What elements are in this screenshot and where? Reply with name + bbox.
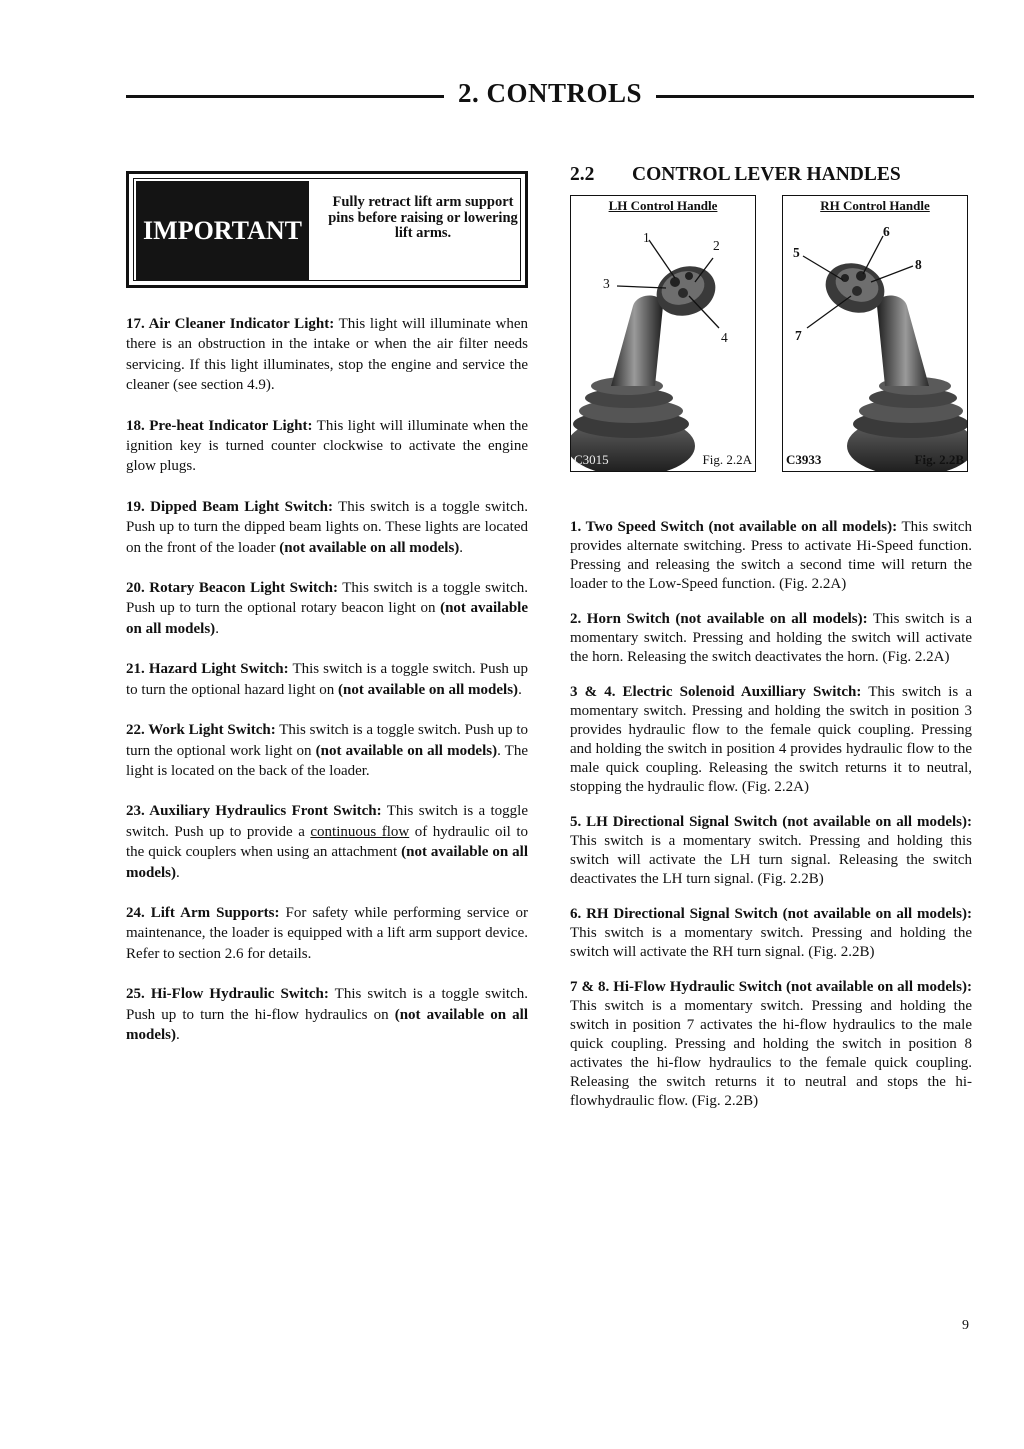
item-20-body: This switch is a toggle switch. Push up to turn the optional rotary beacon light on: [126, 580, 528, 617]
switch-item-5-body: This switch is a momentary switch. Pressing and holding this switch will activate the LH turn signal. Releasing the switch deactivates the LH turn signal. (Fig. 2.2B): [570, 833, 972, 887]
item-19-tail: .: [459, 539, 464, 556]
switch-item-1-body: This switch provides alternate switching. Press to activate Hi-Speed function. Pressing and releasing the switch a second time will return the loader to the Low-Speed function. (Fig. 2.2A): [570, 519, 972, 592]
item-23-body-pre: This switch is a toggle switch. Push up to provide a: [126, 803, 528, 840]
item-23: [126, 801, 528, 883]
item-22-tail: . The light is located on the back of the loader.: [126, 742, 529, 779]
page-number: 9: [962, 1318, 969, 1333]
item-25-note: (not available on all models): [126, 1006, 528, 1043]
lh-joystick-illustration: [571, 196, 756, 472]
switch-item-1: [570, 518, 972, 594]
header-rule-right: [656, 95, 974, 98]
switch-item-7-8: [570, 978, 972, 1111]
item-24: [126, 903, 528, 964]
item-22: [126, 720, 528, 781]
important-notice: [126, 171, 528, 288]
item-18-body: This light will illuminate when the ignition key is turned counter clockwise to activate the engine glow plugs.: [126, 417, 528, 475]
item-22-title: 22. Work Light Switch:: [126, 722, 276, 739]
item-23-note: (not available on all models): [126, 844, 529, 881]
item-25-title: 25. Hi-Flow Hydraulic Switch:: [126, 986, 329, 1003]
item-19-title: 19. Dipped Beam Light Switch:: [126, 498, 334, 515]
header-rule-left: [126, 95, 444, 98]
switch-item-1-title: 1. Two Speed Switch (not available on all models):: [570, 519, 898, 535]
switch-item-2-body: This switch is a momentary switch. Pressing and holding the switch will activate the horn. Releasing the switch deactivates the horn. (Fig. 2.2A): [570, 611, 972, 665]
item-22-note: (not available on all models): [315, 742, 498, 759]
item-21-body: This switch is a toggle switch. Push up to turn the optional hazard light on: [126, 661, 529, 698]
item-22-body: This switch is a toggle switch. Push up to turn the optional work light on: [126, 722, 528, 759]
item-25: [126, 984, 528, 1045]
switch-rocker: [852, 286, 862, 296]
important-label: IMPORTANT: [136, 181, 309, 281]
important-text: Fully retract lift arm support pins before raising or lowering lift arms.: [328, 194, 518, 241]
figure-rh-control-handle: [782, 195, 968, 472]
switch-item-6: [570, 905, 972, 962]
figure-a-title: LH Control Handle: [608, 198, 718, 213]
figure-b-title: RH Control Handle: [820, 198, 930, 213]
switch-item-6-body: This switch is a momentary switch. Pressing and holding the switch will activate the RH turn signal. (Fig. 2.2B): [570, 925, 972, 960]
item-21-note: (not available on all models): [338, 681, 519, 698]
left-column: [126, 314, 528, 1065]
callout-6: 6: [883, 224, 890, 239]
figure-b-caption: Fig. 2.2B: [914, 452, 964, 467]
figure-lh-control-handle: [570, 195, 756, 472]
switch-item-7-8-title: 7 & 8. Hi-Flow Hydraulic Switch (not available on all models):: [570, 979, 972, 995]
callout-4: 4: [721, 330, 728, 345]
item-18-title: 18. Pre-heat Indicator Light:: [126, 417, 313, 434]
item-17-body: This light will illuminate when there is an obstruction in the intake or when the air filter needs servicing. If this light illuminates, stop the engine and service the cleaner (see section 4.9).: [126, 316, 529, 394]
item-20-tail: .: [215, 620, 219, 637]
rh-joystick-illustration: [783, 196, 968, 472]
item-23-title: 23. Auxiliary Hydraulics Front Switch:: [126, 803, 382, 820]
item-21-title: 21. Hazard Light Switch:: [126, 661, 289, 678]
switch-button-1: [670, 277, 680, 287]
switch-item-2: [570, 610, 972, 667]
item-17-title: 17. Air Cleaner Indicator Light:: [126, 316, 335, 332]
switch-button-5: [841, 274, 849, 282]
item-24-body: For safety while performing service or maintenance, the loader is equipped with a lift arm support device. Refer to section 2.6 for details.: [126, 904, 528, 962]
switch-rocker: [678, 288, 688, 298]
item-19-body: This switch is a toggle switch. Push up to turn the dipped beam lights on. These lights are located on the front of the loader: [126, 498, 528, 556]
item-19: [126, 497, 528, 558]
item-25-body: This switch is a toggle switch. Push up to turn the hi-flow hydraulics on: [126, 986, 528, 1023]
section-number: 2.2: [570, 164, 595, 185]
callout-3: 3: [603, 276, 610, 291]
item-18: [126, 416, 528, 477]
switch-item-3-4: [570, 683, 972, 797]
switch-button-2: [685, 272, 693, 280]
switch-item-3-4-title: 3 & 4. Electric Solenoid Auxilliary Switch:: [570, 684, 862, 700]
figure-a-code: C3015: [574, 452, 609, 467]
item-24-title: 24. Lift Arm Supports:: [126, 904, 280, 921]
item-23-underlined: continuous flow: [310, 823, 410, 840]
figure-a-caption: Fig. 2.2A: [702, 452, 752, 467]
switch-item-6-title: 6. RH Directional Signal Switch (not available on all models):: [570, 906, 972, 922]
handle-shaft: [877, 296, 929, 387]
switch-item-2-title: 2. Horn Switch (not available on all models):: [570, 611, 868, 627]
item-23-body: of hydraulic oil to the quick couplers when using an attachment: [126, 823, 528, 861]
section-title: CONTROL LEVER HANDLES: [632, 164, 901, 185]
callout-8: 8: [915, 257, 922, 272]
item-19-note: (not available on all models): [279, 539, 460, 556]
item-21: [126, 659, 528, 700]
switch-item-5: [570, 813, 972, 889]
section-heading: [570, 164, 901, 186]
callout-7: 7: [795, 328, 802, 343]
right-column: [570, 518, 972, 1127]
item-17: [126, 314, 528, 396]
switch-item-7-8-body: This switch is a momentary switch. Pressing and holding the switch in position 7 activates the hi-flow hydraulics to the male quick coupling. Pressing and holding the switch in position 8 activates the hi-flow hydraulics to the female quick coupling. Releasing the switch returns it to neutral and stops the hi-flowhydraulic flow. (Fig. 2.2B): [570, 998, 972, 1109]
page-title: 2. CONTROLS: [457, 78, 643, 108]
callout-5: 5: [793, 245, 800, 260]
handle-shaft: [611, 296, 663, 387]
item-25-tail: .: [176, 1026, 180, 1043]
switch-item-5-title: 5. LH Directional Signal Switch (not available on all models):: [570, 814, 972, 830]
item-20-title: 20. Rotary Beacon Light Switch:: [126, 580, 338, 597]
item-21-tail: .: [518, 681, 522, 698]
callout-2: 2: [713, 238, 720, 253]
item-23-tail: .: [176, 864, 180, 881]
switch-item-3-4-body: This switch is a momentary switch. Pressing and holding the switch in position 3 provides hydraulic flow to the female quick coupling. Pressing and holding the switch in position 4 provides hydraulic flow to the male quick coupling. Releasing the switch returns it to neutral, stopping the hydraulic flow. (Fig. 2.2A): [570, 684, 972, 795]
item-20-note: (not available on all models): [126, 600, 528, 637]
item-20: [126, 578, 528, 639]
figure-b-code: C3933: [786, 452, 822, 467]
callout-1: 1: [643, 230, 650, 245]
